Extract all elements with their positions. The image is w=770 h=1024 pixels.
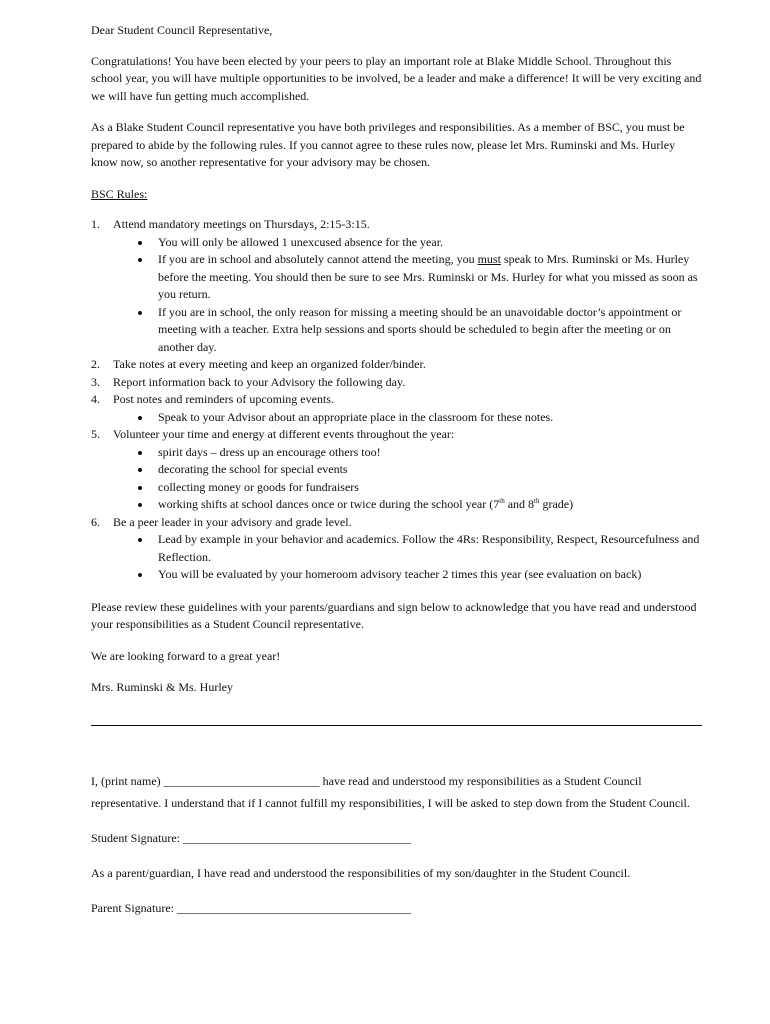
rule-bullet: If you are in school, the only reason for missing a meeting should be an unavoidable doctor’s appointment or meeting with a teacher. Extra help sessions and sports should be scheduled to begin after the meeting or on another day. bbox=[113, 304, 703, 357]
rule-item bbox=[91, 356, 703, 374]
rule-number: 4. bbox=[91, 392, 100, 406]
rule-number: 3. bbox=[91, 374, 100, 389]
ordinal-suffix: th bbox=[534, 497, 540, 505]
rule-item bbox=[91, 426, 703, 514]
emphasis-must: must bbox=[477, 252, 501, 266]
rule-sublist bbox=[113, 234, 703, 357]
rule-bullet: You will only be allowed 1 unexcused absence for the year. bbox=[113, 234, 703, 252]
bullet-text: speak to Mrs. Ruminski or Ms. Hurley before the meeting. You should then be sure to see Mrs. Ruminski or Ms. Hurley for what you missed as soon as you return. bbox=[158, 252, 698, 301]
responsibilities-paragraph: As a Blake Student Council representative you have both privileges and responsibilities. As a member of BSC, you must be prepared to abide by the following rules. If you cannot agree to these rules now, please let Mrs. Ruminski and Ms. Hurley know now, so another representative for your advisory may be chosen. bbox=[91, 120, 685, 169]
ordinal-suffix: th bbox=[499, 497, 505, 505]
bullet-text: working shifts at school dances once or twice during the school year (7 bbox=[158, 497, 500, 511]
student-statement[interactable]: I, (print name) __________________________ have read and understood my responsibilities as a Student Council representative. I understand that if I cannot fulfill my responsibilities, I will be asked to step down from the Student Council. bbox=[91, 773, 690, 810]
rule-bullet bbox=[113, 251, 703, 304]
cut-line-divider bbox=[91, 725, 702, 726]
rule-sublist bbox=[113, 409, 703, 427]
rule-item bbox=[91, 514, 703, 584]
salutation: Dear Student Council Representative, bbox=[91, 23, 273, 37]
congratulations-paragraph: Congratulations! You have been elected by your peers to play an important role at Blake Middle School. Throughout this school year, you will have multiple opportunities to be involved, be a leader and make a difference! It will be very exciting and we will have fun getting much accomplished. bbox=[91, 53, 702, 103]
rule-sublist bbox=[113, 444, 703, 514]
rule-item bbox=[91, 391, 703, 426]
signoff: Mrs. Ruminski & Ms. Hurley bbox=[91, 680, 234, 694]
rule-text: Attend mandatory meetings on Thursdays, 2:15-3:15. bbox=[113, 217, 370, 231]
rule-bullet bbox=[113, 496, 703, 514]
letter-page bbox=[91, 22, 703, 932]
rule-text: Post notes and reminders of upcoming events. bbox=[113, 392, 334, 406]
rule-bullet: Speak to your Advisor about an appropriate place in the classroom for these notes. bbox=[113, 409, 703, 427]
rule-bullet: collecting money or goods for fundraisers bbox=[113, 479, 703, 497]
rule-text: Volunteer your time and energy at different events throughout the year: bbox=[113, 427, 455, 441]
student-signature-line[interactable]: Student Signature: ______________________________________ bbox=[91, 830, 411, 845]
rules-list bbox=[91, 216, 703, 584]
rule-number: 2. bbox=[91, 357, 100, 371]
parent-statement: As a parent/guardian, I have read and understood the responsibilities of my son/daughter in the Student Council. bbox=[91, 865, 631, 880]
rule-bullet: You will be evaluated by your homeroom advisory teacher 2 times this year (see evaluation on back) bbox=[113, 566, 703, 584]
rule-item bbox=[91, 216, 703, 356]
rule-text: Report information back to your Advisory the following day. bbox=[113, 374, 406, 389]
bullet-text: If you are in school and absolutely cannot attend the meeting, you bbox=[158, 252, 478, 266]
rule-bullet: Lead by example in your behavior and academics. Follow the 4Rs: Responsibility, Respect, Resourcefulness and Reflection. bbox=[113, 531, 703, 566]
review-paragraph: Please review these guidelines with your parents/guardians and sign below to acknowledge that you have read and understood your responsibilities as a Student Council representative. bbox=[91, 599, 697, 631]
rule-bullet: decorating the school for special events bbox=[113, 461, 703, 479]
rule-item bbox=[91, 374, 703, 392]
bullet-text: and 8 bbox=[504, 497, 535, 511]
closing-line: We are looking forward to a great year! bbox=[91, 648, 281, 663]
rule-text: Be a peer leader in your advisory and grade level. bbox=[113, 514, 352, 529]
rule-number: 5. bbox=[91, 427, 100, 441]
rule-text: Take notes at every meeting and keep an organized folder/binder. bbox=[113, 357, 426, 371]
rule-sublist bbox=[113, 531, 703, 584]
rule-number: 6. bbox=[91, 514, 100, 529]
rules-heading: BSC Rules: bbox=[91, 186, 148, 201]
bullet-text: grade) bbox=[539, 497, 574, 511]
rule-bullet: spirit days – dress up an encourage others too! bbox=[113, 444, 703, 462]
parent-signature-line[interactable]: Parent Signature: _______________________________________ bbox=[91, 900, 411, 915]
acknowledgement-form bbox=[91, 770, 703, 919]
rule-number: 1. bbox=[91, 217, 100, 231]
